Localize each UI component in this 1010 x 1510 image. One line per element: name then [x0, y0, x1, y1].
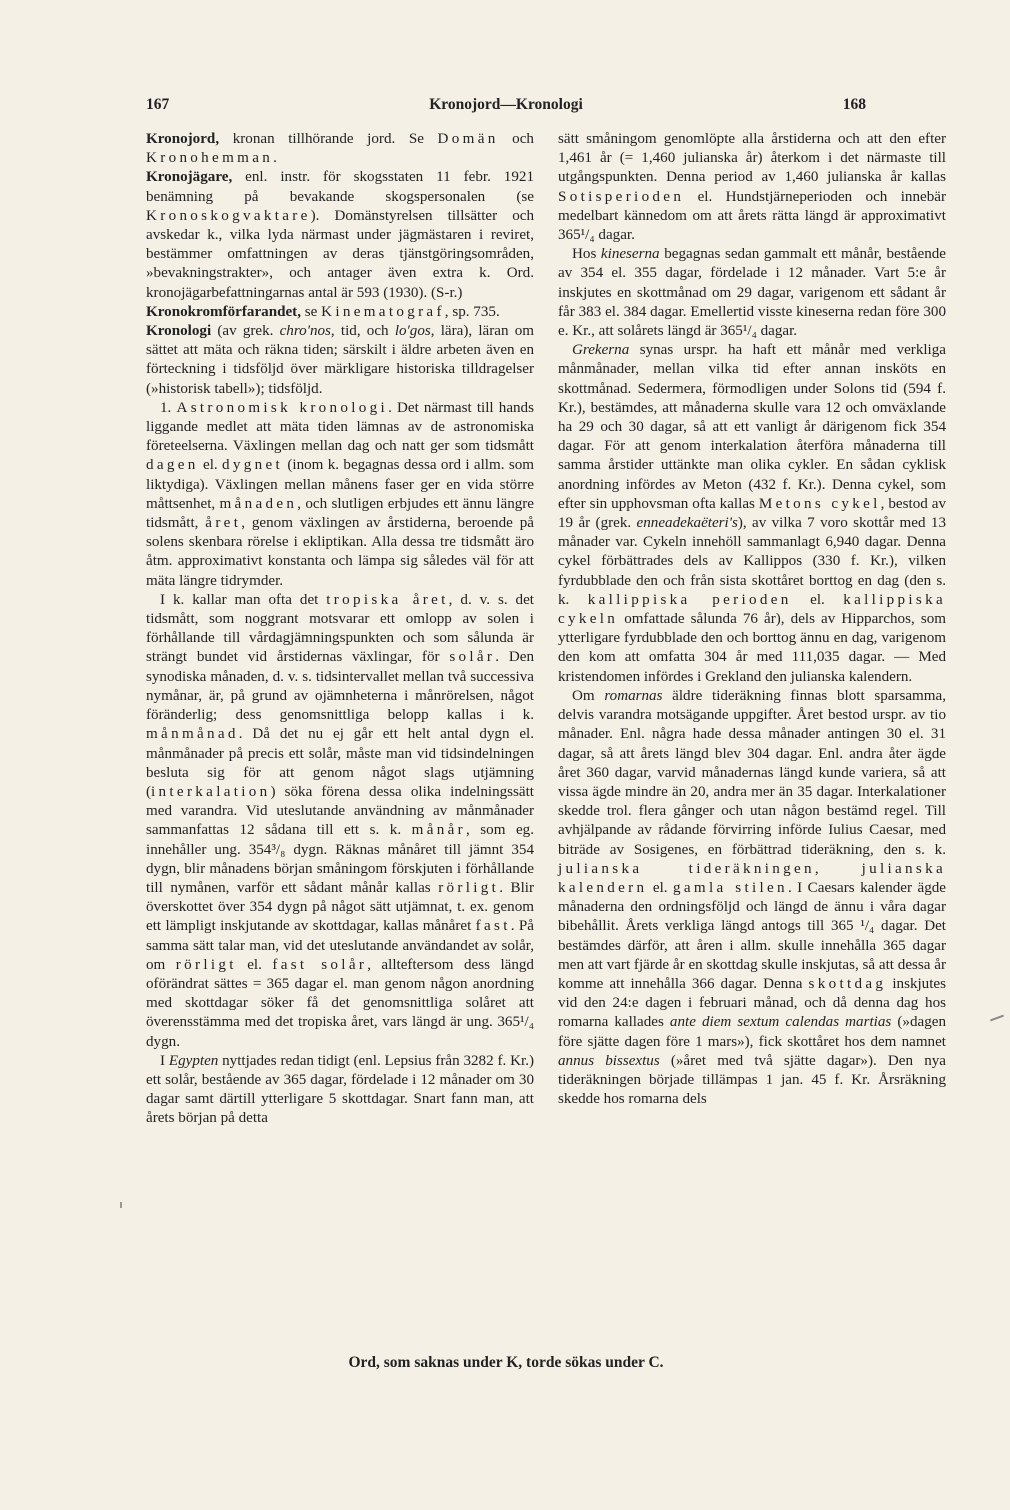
- paragraph-egypten: [146, 1052, 534, 1129]
- text: , lära), läran om sättet att mäta och räkna tiden; särskilt i äldre arbeten även en förteckning i tidsföljd över märkligare historiska tilldragelser (»historisk tabell»); tidsföljd.: [146, 323, 534, 397]
- term: dygnet: [222, 457, 284, 474]
- text: el.: [198, 457, 222, 474]
- italic-term: Egypten: [168, 1052, 219, 1069]
- margin-mark: [120, 1202, 122, 1208]
- text: begagnas sedan gammalt ett månår, bestående av 354 el. 355 dagar, fördelade i 12 månader. Vart 5:e år inskjutes en skottmånad om 29 dagar, varigenom ett sådant år får 383 el. 384 dagar. Emellertid visste kineserna redan före 300 e. Kr., att solårets längd är 365¹/₄ dagar.: [558, 246, 946, 340]
- headword: Kronojord,: [146, 131, 220, 147]
- section-astronomisk: [146, 399, 534, 591]
- italic-term: enneadekaëteri's: [636, 515, 738, 532]
- term: kallippiska perioden: [587, 591, 792, 608]
- text: , och slutligen erbjudes ett ännu längre tidsmått,: [146, 495, 535, 532]
- headword: Kronokromförfarandet,: [146, 303, 301, 320]
- margin-mark: [990, 1015, 1004, 1022]
- text: I: [160, 1052, 169, 1069]
- paragraph-kineserna: [558, 245, 946, 341]
- term: dagen: [146, 457, 199, 474]
- text: ), av vilka 7 voro skottår med 13 månader var. Cykeln innehöll sammanlagt 6,940 dagar. Denna cykel förbättrades dels av Kallippos (330 f. Kr.), vilken fyrdubblade den och från sista skottåret borttog en dag (den s. k.: [558, 515, 947, 608]
- page-number-left: 167: [146, 96, 170, 113]
- text: , tid, och: [330, 323, 395, 340]
- term: Metons cykel: [758, 495, 881, 512]
- text: 1.: [160, 399, 177, 416]
- paragraph-sotis: [558, 130, 946, 245]
- italic-term: Grekerna: [572, 342, 630, 359]
- text: , allteftersom dess längd oförändrat sättes = 365 dagar el. man genom någon anordning med skottdagar söker få det genomsnittliga solåret att överensstämma med det tropiska året, vars längd är ung. 365¹/₄ dygn.: [146, 956, 534, 1050]
- term: kallippiska cykeln: [558, 591, 947, 628]
- text: , sp. 735.: [444, 303, 500, 320]
- text: (»året med två sjätte dagar»). Den nya tideräkningen började tillämpas 1 jan. 45 f. Kr. Årsräkning skedde hos romarna dels: [558, 1052, 946, 1108]
- term: tropiska året: [326, 591, 449, 608]
- term: gamla stilen: [673, 879, 788, 896]
- text: . Då det nu ej går ett helt antal dygn el. månmånader på precis ett solår, måste man vid tidsindelningen besluta sig för att genom något slags utjämning (: [146, 726, 534, 800]
- text: I k. kallar man ofta det: [160, 591, 327, 608]
- headword: Kronojägare,: [146, 169, 233, 186]
- entry-kronojord: [146, 130, 534, 168]
- term: månaden: [219, 495, 298, 512]
- text: . I Caesars kalender ägde månaderna den ordningsföljd och längd de ännu i våra dagar bibehållit. Årets verkliga längd antogs till 365 ¹/₄ dagar. Det bestämdes därför, att åren i allm. skulle innehålla 365 dagar men att vart fjärde år en skottdag skulle inskjutas, så att dessa år komme att innehålla 366 dagar. Denna: [558, 879, 946, 992]
- left-column: [146, 130, 534, 1129]
- text: se: [300, 303, 322, 320]
- text: ) söka förena dessa olika indelningssätt med varandra. Vid uteslutande användning av månmånader sammanfattas 12 sådana till ett s. k.: [146, 783, 534, 839]
- text: (inom k. begagnas dessa ord i allm. som liktydiga). Växlingen mellan månens faser ger en vida större måttsenhet,: [146, 457, 534, 512]
- term: året: [205, 515, 242, 532]
- running-title: Kronojord—Kronologi: [429, 96, 583, 113]
- text: kronan tillhörande jord. Se: [219, 131, 438, 147]
- page-number-right: 168: [842, 96, 866, 113]
- text: el.: [647, 879, 674, 896]
- text: (av grek.: [211, 323, 280, 340]
- text: , d. v. s. det tidsmått, som noggrant motsvarar ett omlopp av solen i förhållande till vårdagjämningspunkten och som sålunda är strängt bundet vid årstidernas växlingar, för: [146, 591, 534, 666]
- cross-ref: Kronohemman: [146, 150, 274, 167]
- text: . Blir överskottet över 354 dygn på något sätt utjämnat, t. ex. genom ett lämpligt inskjutande av skottdagar, kallas månåret: [146, 879, 534, 935]
- page-footer-note: Ord, som saknas under K, torde sökas under C.: [348, 1354, 664, 1371]
- text: , som eg. innehåller ung. 354³/₈ dygn. Räknas månåret till jämnt 354 dygn, blir månadens början småningom förskjuten i förhållande till nymånen, varför ett sådant månår kallas: [146, 822, 534, 896]
- paragraph-grekerna: [558, 341, 946, 687]
- text: Hos: [572, 246, 601, 263]
- term: skottdag: [808, 975, 887, 992]
- term: månmånad: [146, 726, 239, 743]
- italic-term: ante diem sextum calendas martias: [669, 1014, 892, 1031]
- section-heading: Astronomisk kronologi: [176, 399, 389, 416]
- term: julianska tideräkningen: [558, 860, 815, 877]
- text: enl. instr. för skogsstaten 11 febr. 1921 benämning på bevakande skogspersonalen (se: [146, 169, 534, 205]
- text: synas urspr. ha haft ett månår med verkliga månmånader, mellan vilka tid efter annan insköts en skottmånad. Sedermera, förmodligen under Solons tid (594 f. Kr.), bestämdes, att månaderna skulle vara 12 och omväxlande ha 29 och 30 dagar, så att ett vanligt år därigenom fick 354 dagar. För att genom interkalation återföra månaderna till samma årstider uttänkte man olika cykler. En sådan cyklisk anordning infördes av Meton (432 f. Kr.). Denna cykel, som efter sin upphovsman ofta kallas: [558, 342, 946, 512]
- text: ,: [814, 860, 862, 877]
- text: nyttjades redan tidigt (enl. Lepsius från 3282 f. Kr.) ett solår, bestående av 365 dagar, fördelade i 12 månader om 30 dagar samt därtill ytterligare 5 skottdagar. Snart fann man, att årets början på detta: [146, 1052, 534, 1127]
- text: el.: [791, 591, 844, 608]
- italic-term: lo'gos: [394, 323, 431, 340]
- italic-term: kineserna: [600, 246, 660, 263]
- term: interkalation: [151, 783, 271, 800]
- text: Om: [572, 687, 605, 704]
- text: . Den synodiska månaden, d. v. s. tidsintervallet mellan två successiva nymånar, är, på grund av ojämnheterna i månrörelsen, något föränderlig; dess genomsnittliga belopp kallas i k.: [146, 649, 534, 724]
- paragraph-romarna: [558, 687, 946, 1109]
- text: , bestod av 19 år (grek.: [558, 495, 946, 532]
- entry-kronologi: [146, 322, 534, 399]
- term: rörligt: [438, 879, 500, 896]
- text: , genom växlingen av årstiderna, beroende på solens skenbara rörelse i ekliptikan. Alla dessa tre tidsmått äro åtm. approximativt konstanta och lämpa sig således väl för att mäta längre tidrymder.: [146, 515, 534, 589]
- italic-term: romarnas: [604, 687, 663, 704]
- text: och: [498, 131, 534, 147]
- term: rörligt: [175, 956, 237, 973]
- text: inskjutes vid den 24:e dagen i februari månad, och då denna dag hos romarna kallades: [558, 975, 946, 1031]
- entry-kronokromforfarandet: [146, 303, 534, 322]
- entry-kronojagare: [146, 168, 534, 302]
- term: Sotisperioden: [558, 188, 685, 205]
- text: . Det närmast till hands liggande medlet att mäta tiden lämnas av de astronomiska företeelserna. Växlingen mellan dag och natt ger som tidsmått: [146, 399, 534, 455]
- cross-ref: Domän: [437, 131, 499, 147]
- headword: Kronologi: [146, 323, 212, 340]
- text: el.: [236, 956, 273, 973]
- term: fast: [475, 918, 511, 935]
- italic-term: chro'nos: [279, 323, 331, 340]
- text: . På samma sätt talar man, vid det uteslutande användandet av solår, om: [146, 918, 535, 973]
- text: äldre tideräkning finnas blott sparsamma, delvis varandra motsägande uppgifter. Året bestod urspr. av tio månader. Enl. några hade dessa månader antingen 30 el. 31 dagar, så att årets längd blev 304 dagar. Enl. andra åter ägde året 360 dagar, varvid månadernas längd kunde variera, så att vissa ägde mindre än 20, andra mer än 35 dagar. Interkalationer skedde trol. flera gånger och utan någon bestämd regel. Till avhjälpande av rådande förvirring införde Iulius Caesar, med biträde av Sosigenes, en förbättrad tideräkning, den s. k.: [558, 687, 946, 858]
- right-column: [558, 130, 946, 1109]
- text: el. Hundstjärneperioden och innebär medelbart kännedom om att årets rätta längd är approximativt 365¹/₄ dagar.: [558, 188, 946, 244]
- cross-ref: Kronoskogvaktare: [146, 207, 311, 224]
- page-header: [146, 96, 866, 120]
- text: sätt småningom genomlöpte alla årstiderna och att den efter 1,461 år (= 1,460 julianska år) återkom i det närmaste till utgångspunkten. Denna period av 1,460 julianska år kallas: [558, 131, 946, 186]
- text: .: [273, 150, 277, 167]
- text: omfattade sålunda 76 år), dels av Hipparchos, som ytterligare fyrdubblade den och borttog ännu en dag, varigenom den kom att omfatta 304 år med 111,035 dagar. — Med kristendomen infördes i Grekland den julianska kalendern.: [558, 611, 946, 685]
- text: ). Domänstyrelsen tillsätter och avskedar k., vilka lyda närmast under jägmästaren i reviret, bestämmer omfattningen av deras tjänstgöringsområden, »bevakningstrakter», och antager även extra k. Ord. kronojägarbefattningarnas antal är 593 (1930). (S-r.): [146, 207, 534, 301]
- italic-term: annus bissextus: [558, 1052, 660, 1069]
- term: fast solår: [272, 956, 368, 973]
- term: julianska kalendern: [558, 860, 946, 896]
- cross-ref: Kinematograf: [321, 303, 445, 320]
- text: (»dagen före sjätte dagen före 1 mars»), fick skottåret hos dem namnet: [558, 1014, 946, 1050]
- paragraph-tropiska: [146, 591, 534, 1052]
- term: solår: [449, 649, 496, 666]
- term: månår: [411, 822, 466, 839]
